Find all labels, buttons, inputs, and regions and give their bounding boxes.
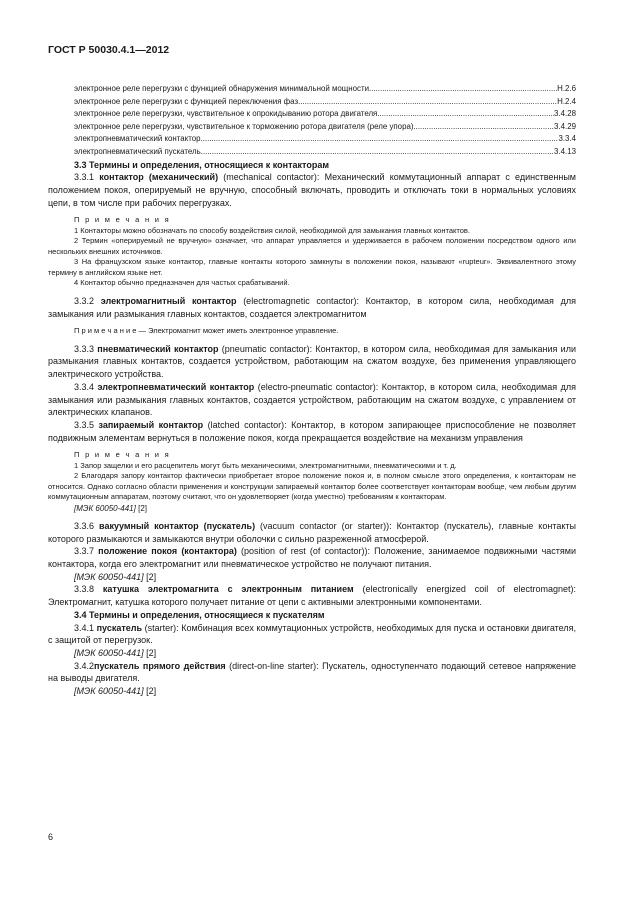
page-content bbox=[48, 83, 576, 698]
source-reference: [МЭК 60050-441] [2] bbox=[74, 571, 157, 582]
source-reference: [МЭК 60050-441] [2] bbox=[74, 647, 157, 658]
section-heading: 3.3 Термины и определения, относящиеся к контакторам bbox=[74, 159, 329, 170]
index-entry bbox=[48, 83, 576, 96]
note-item: 2 Термин «оперируемый не вручную» означает, что аппарат управляется и удерживается в рабочем положении посредством одного или нескольких внешних источников. bbox=[48, 236, 576, 256]
notes-label: П р и м е ч а н и я bbox=[74, 450, 171, 460]
term-definition: 3.3.2 электромагнитный контактор (electromagnetic contactor): Контактор, в котором сила, необходимая для замыкания или размыкания главных контактов, создается электромагнитом bbox=[48, 295, 576, 319]
note-item: 3 На французском языке контактор, главные контакты которого замкнуты в положении покоя, называют «rupteur». Эквивалентного этому термину в английском языке нет. bbox=[48, 257, 576, 277]
section-heading: 3.4 Термины и определения, относящиеся к пускателям bbox=[74, 609, 325, 620]
index-entry bbox=[48, 108, 576, 121]
term-definition: 3.3.6 вакуумный контактор (пускатель) (vacuum contactor (or starter)): Контактор (пускатель), главные контакты которого размыкаются и замыкаются внутри оболочки с сильно разреженной атмосферой. bbox=[48, 520, 576, 544]
term-definition: 3.3.1 контактор (механический) (mechanical contactor): Механический коммутационный аппарат с единственным положением покоя, оперируемый не вручную, способный включать, проводить и отключать токи в нормальных условиях цепи, в том числе при рабочих перегрузках. bbox=[48, 172, 576, 208]
index-term: электронное реле перегрузки, чувствительное к опрокидыванию ротора двигателя bbox=[74, 109, 378, 119]
note-item: 2 Благодаря запору контактор фактически приобретает второе положение покоя и, в полном смысле этого определения, к контакторам не относится. Однако согласно области применения и конструкции запираемый контактор более соответствует контакторам вообще, чем любым другим коммутационным аппаратам, поэтому считают, что он удовлетворяет (когда уместно) требованиям к контакторам. bbox=[48, 471, 576, 502]
leader-dots bbox=[377, 108, 554, 121]
index-term: электронное реле перегрузки с функцией переключения фаз bbox=[74, 96, 299, 106]
document-header: ГОСТ Р 50030.4.1—2012 bbox=[48, 44, 170, 56]
index-ref: 3.4.13 bbox=[554, 146, 576, 156]
note-item: 1 Запор защелки и его расцепитель могут быть механическими, электромагнитными, пневматическими и т. д. bbox=[74, 460, 457, 470]
leader-dots bbox=[201, 133, 559, 146]
source-reference: [МЭК 60050-441] [2] bbox=[74, 503, 147, 513]
index-ref: 3.4.28 bbox=[554, 109, 576, 119]
note-item: П р и м е ч а н и е — Электромагнит может иметь электронное управление. bbox=[74, 326, 339, 336]
index-term: электропневматический контактор bbox=[74, 134, 201, 144]
index-ref: H.2.4 bbox=[557, 96, 576, 106]
index-term: электронное реле перегрузки, чувствительное к торможению ротора двигателя (реле упора) bbox=[74, 121, 414, 131]
index-term: электронное реле перегрузки с функцией обнаружения минимальной мощности bbox=[74, 84, 369, 93]
leader-dots bbox=[201, 146, 554, 159]
source-reference: [МЭК 60050-441] [2] bbox=[74, 686, 157, 697]
index-entry bbox=[48, 121, 576, 134]
page-number: 6 bbox=[48, 832, 54, 842]
index-ref: H.2.6 bbox=[557, 84, 576, 93]
note-item: 1 Контакторы можно обозначать по способу воздействия силой, необходимой для замыкания главных контактов. bbox=[74, 225, 470, 235]
index-entry bbox=[48, 96, 576, 109]
leader-dots bbox=[413, 121, 554, 134]
term-definition: 3.3.3 пневматический контактор (pneumatic contactor): Контактор, в котором сила, необходимая для замыкания или размыкания главных контактов, создается устройством, работающим на сжатом воздухе, без применения управляющего электрического устройства. bbox=[48, 343, 576, 380]
index-ref: 3.4.29 bbox=[554, 121, 576, 131]
term-definition: 3.4.1 пускатель (starter): Комбинация всех коммутационных устройств, необходимых для пуска и остановки двигателя, с защитой от перегрузок. bbox=[48, 622, 576, 646]
term-definition: 3.4.2пускатель прямого действия (direct-on-line starter): Пускатель, одноступенчато подающий сетевое напряжение на выводы двигателя. bbox=[48, 660, 576, 684]
index-term: электропневматический пускатель bbox=[74, 146, 201, 156]
index-entry bbox=[48, 133, 576, 146]
leader-dots bbox=[298, 96, 557, 109]
leader-dots bbox=[369, 83, 557, 96]
index-entry bbox=[48, 146, 576, 159]
term-definition: 3.3.8 катушка электромагнита с электронным питанием (electronically energized coil of electromagnet): Электромагнит, катушка которого получает питание от цепи с активными электронными компонентами. bbox=[48, 584, 576, 608]
index-ref: 3.3.4 bbox=[558, 134, 576, 144]
notes-label: П р и м е ч а н и я bbox=[74, 215, 171, 225]
note-item: 4 Контактор обычно предназначен для частых срабатываний. bbox=[74, 278, 290, 288]
term-definition: 3.3.4 электропневматический контактор (electro-pneumatic contactor): Контактор, в котором сила, необходимая для замыкания или размыкания главных контактов, создается устройством, работающим на сжатом воздухе, с управлением от электрических клапанов. bbox=[48, 381, 576, 418]
term-definition: 3.3.7 положение покоя (контактора) (position of rest (of contactor)): Положение, занимаемое подвижными частями контактора, когда его электромагнит или пневматическое устройство не получают питания. bbox=[48, 546, 576, 570]
term-definition: 3.3.5 запираемый контактор (latched contactor): Контактор, в котором запирающее приспособление не позволяет подвижным элементам вернуться в положение покоя, когда прекращается воздействие на механизм управления bbox=[48, 420, 576, 443]
